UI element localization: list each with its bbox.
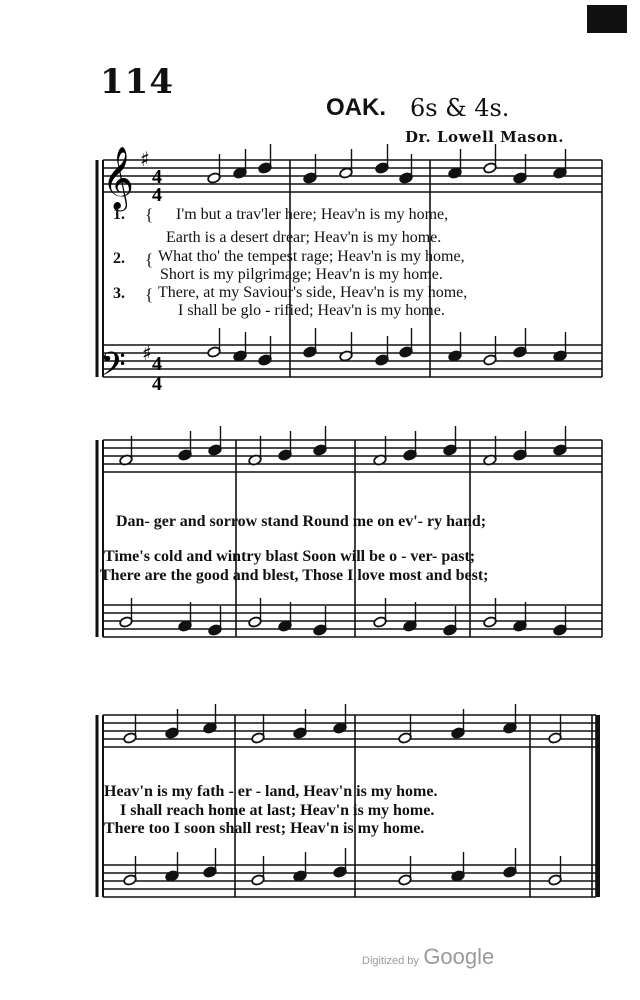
verse-number-2: 2. [113,250,125,267]
bass-clef-icon: 𝄢 [100,346,126,392]
system-3-line-3: There too I soon shall rest; Heav'n is my home. [104,820,425,837]
google-logo: Google [423,944,495,969]
system-2-line-2: Time's cold and wintry blast Soon will be o - ver- past; [104,548,476,565]
sharp-icon: ♯ [142,341,152,365]
system-2-line-3: There are the good and blest, Those I love most and best; [100,567,489,584]
composer-credit: Dr. Lowell Mason. [405,128,565,146]
brace-icon: { [145,250,154,269]
page-number: 114 [100,62,174,102]
digitized-by-google-watermark [362,944,494,970]
verse-2-line-2: Short is my pilgrimage; Heav'n is my home. [160,266,443,283]
time-signature-top: 4 [152,166,162,188]
verse-1-line-2: Earth is a desert drear; Heav'n is my home. [166,229,442,246]
system-3-line-1: Heav'n is my fath - er - land, Heav'n is my home. [104,783,438,800]
digitized-by-label: Digitized by [362,955,419,967]
verse-number-1: 1. [113,206,125,223]
hymn-title: OAK. [326,94,386,121]
system-3-line-2: I shall reach home at last; Heav'n is my home. [120,802,435,819]
verse-1-line-1: I'm but a trav'ler here; Heav'n is my home, [176,206,449,223]
clefs-and-signatures [100,146,162,395]
hymn-meter: 6s & 4s. [410,94,510,122]
time-signature-bottom: 4 [152,184,162,206]
brace-icon: { [145,205,154,224]
verse-3-line-1: There, at my Saviour's side, Heav'n is my home, [158,284,468,301]
sharp-icon: ♯ [140,147,150,171]
verse-3-line-2: I shall be glo - rified; Heav'n is my home. [178,302,445,319]
verse-number-3: 3. [113,285,125,302]
system-2-line-1: Dan- ger and sorrow stand Round me on ev'- ry hand; [116,513,487,530]
time-signature-top: 4 [152,353,162,375]
time-signature-bottom: 4 [152,373,162,395]
verse-2-line-1: What tho' the tempest rage; Heav'n is my home, [158,248,465,265]
treble-clef-icon: 𝄞 [102,146,134,209]
brace-icon: { [145,285,154,304]
